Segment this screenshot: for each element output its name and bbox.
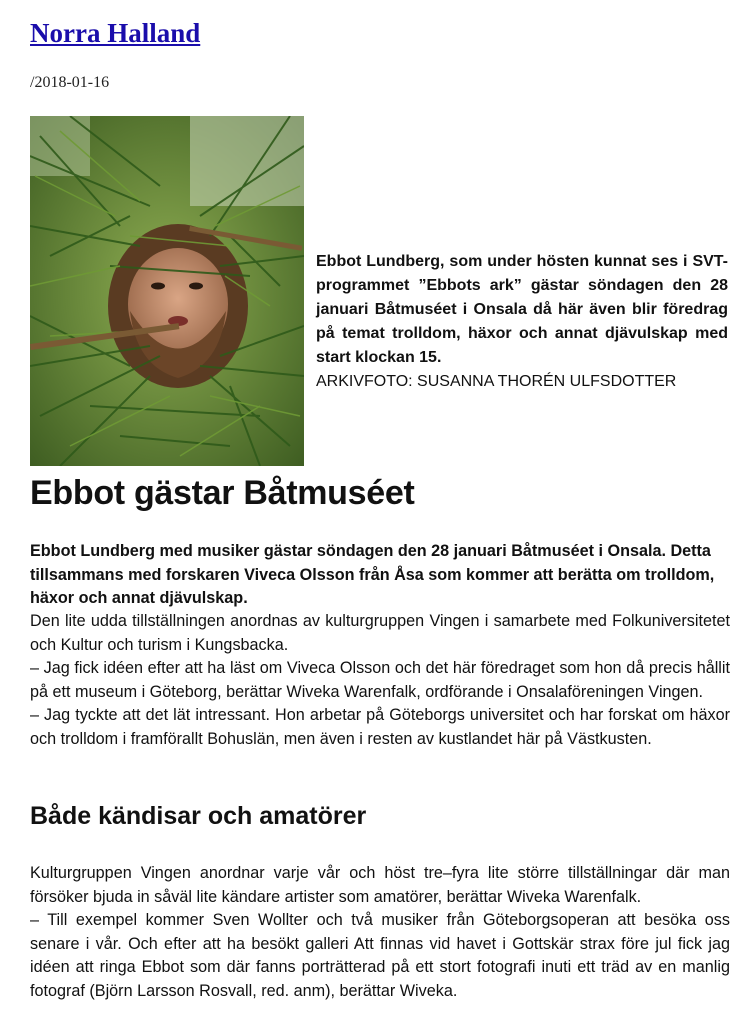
paragraph: – Jag tyckte att det lät intressant. Hon arbetar på Göteborgs universitet och har forskat om häxor och trolldom i framförallt Bohuslän, men även i resten av kustlandet här på Västkusten. <box>30 706 730 748</box>
section-subheading: Både kändisar och amatörer <box>30 802 367 830</box>
caption-text: Ebbot Lundberg, som under hösten kunnat ses i SVT-programmet ”Ebbots ark” gästar söndagen den 28 januari Båtmuséet i Onsala då här även blir föredrag på temat trolldom, häxor och annat djävulskap med start klockan 15. <box>316 253 728 366</box>
paragraph: Kulturgruppen Vingen anordnar varje vår och höst tre–fyra lite större tillställningar där man försöker bjuda in såväl lite kändare artister som amatörer, berättar Wiveka Warenfalk. <box>30 864 730 906</box>
article-headline: Ebbot gästar Båtmuséet <box>30 474 415 512</box>
article-body-section-1 <box>30 610 730 751</box>
paragraph: – Till exempel kommer Sven Wollter och två musiker från Göteborgsoperan att besöka oss senare i vår. Och efter att ha besökt galleri Att finnas vid havet i Gottskär strax före jul fick jag idéen att ringa Ebbot som där fanns porträtterad på ett stort fotografi inuti ett träd av en manlig fotograf (Björn Larsson Rosvall, red. anm), berättar Wiveka. <box>30 911 730 1000</box>
paragraph: – Jag fick idéen efter att ha läst om Viveca Olsson och det här föredraget som hon då precis hållit på ett museum i Göteborg, berättar Wiveka Warenfalk, ordförande i Onsalaföreningen Vingen. <box>30 659 730 701</box>
photo-caption <box>316 250 728 394</box>
publish-date: /2018-01-16 <box>30 74 110 91</box>
article-body-section-2 <box>30 862 730 1003</box>
source-link[interactable]: Norra Halland <box>30 18 201 48</box>
article-lead: Ebbot Lundberg med musiker gästar söndagen den 28 januari Båtmuséet i Onsala. Detta tillsammans med forskaren Viveca Olsson från Åsa som kommer att berätta om trolldom, häxor och annat djävulskap. <box>30 542 715 607</box>
paragraph: Den lite udda tillställningen anordnas av kulturgruppen Vingen i samarbete med Folkuniversitetet och Kultur och turism i Kungsbacka. <box>30 612 730 654</box>
photo-credit: ARKIVFOTO: SUSANNA THORÉN ULFSDOTTER <box>316 373 677 390</box>
article-photo <box>30 116 304 466</box>
